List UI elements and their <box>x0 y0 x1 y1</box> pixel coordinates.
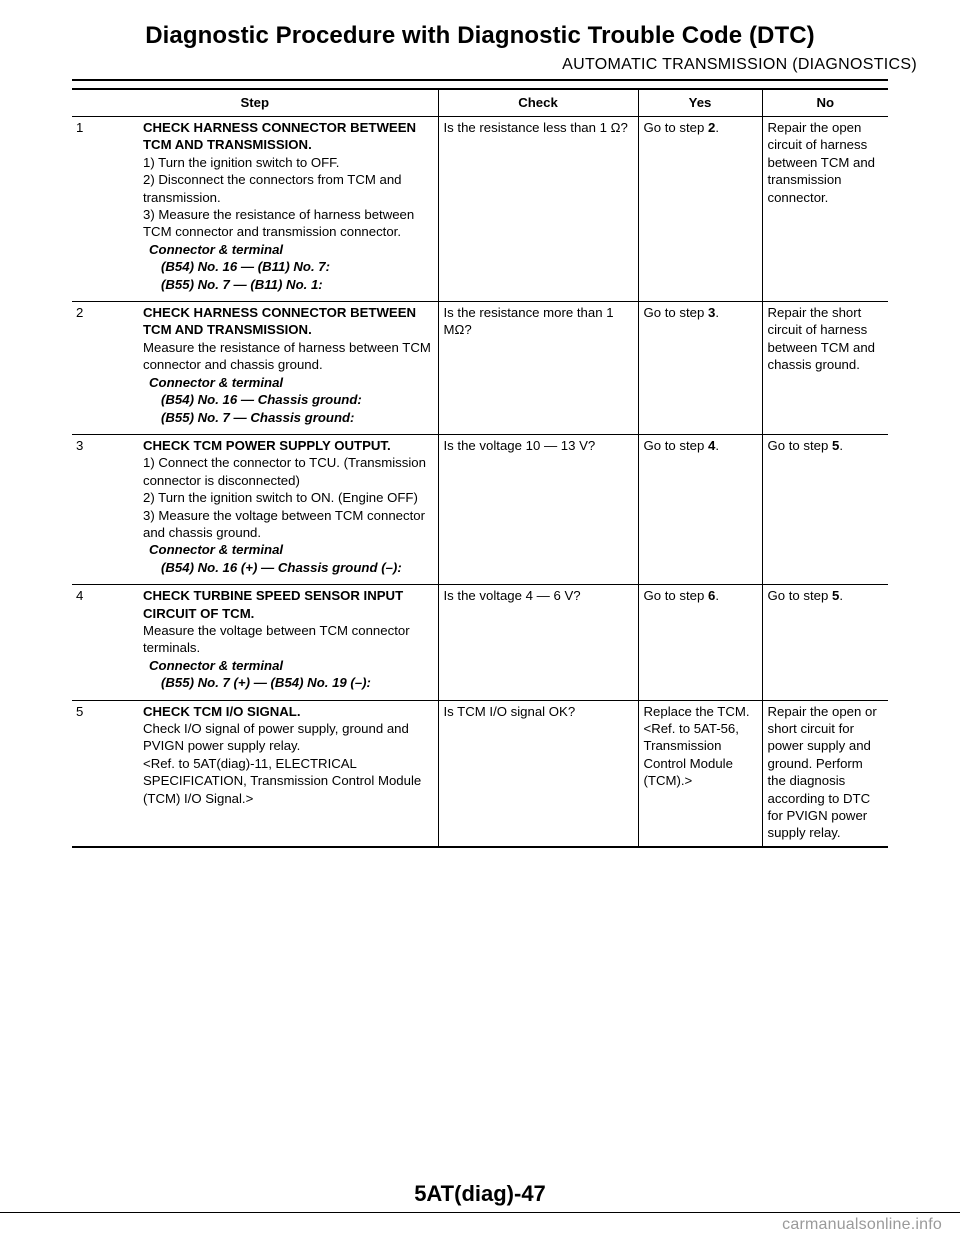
yes-tail: . <box>715 588 720 604</box>
step-cell <box>72 434 438 584</box>
connector-terminal: (B54) No. 16 — (B11) No. 7: <box>161 259 331 275</box>
no-cell: Repair the open or short circuit for power supply and ground. Perform the diagnosis according to DTC for PVIGN power supply relay. <box>762 700 888 847</box>
column-header-no: No <box>762 89 888 117</box>
step-instruction: Check I/O signal of power supply, ground and PVIGN power supply relay. <box>143 721 409 754</box>
step-cell <box>72 302 438 435</box>
step-number: 2 <box>76 305 84 321</box>
yes-text: Go to step <box>643 437 709 453</box>
connector-label: Connector & terminal <box>149 374 284 390</box>
yes-cell <box>638 585 762 700</box>
step-instruction: 2) Turn the ignition switch to ON. (Engine OFF) <box>143 490 418 506</box>
section-subtitle: AUTOMATIC TRANSMISSION (DIAGNOSTICS) <box>562 56 917 73</box>
connector-terminal: (B55) No. 7 (+) — (B54) No. 19 (–): <box>161 675 371 691</box>
no-cell <box>762 585 888 700</box>
watermark: carmanualsonline.info <box>782 1216 942 1233</box>
check-cell: Is the voltage 10 — 13 V? <box>438 434 638 584</box>
step-cell <box>72 585 438 700</box>
step-title: CHECK TCM I/O SIGNAL. <box>143 703 301 719</box>
step-reference: 2 <box>708 120 716 135</box>
connector-terminal: (B55) No. 7 — (B11) No. 1: <box>161 276 323 292</box>
no-text: Go to step <box>767 437 833 453</box>
step-reference: 5 <box>832 588 840 604</box>
check-cell: Is TCM I/O signal OK? <box>438 700 638 847</box>
yes-text: Go to step <box>643 305 709 321</box>
step-title: CHECK HARNESS CONNECTOR BETWEEN TCM AND TRANSMISSION. <box>143 120 417 153</box>
connector-label: Connector & terminal <box>149 241 284 257</box>
step-instruction: 1) Connect the connector to TCU. (Transmission connector is disconnected) <box>143 455 426 488</box>
check-cell: Is the resistance more than 1 MΩ? <box>438 302 638 435</box>
step-reference: 3 <box>708 305 716 321</box>
table-row <box>72 117 888 302</box>
step-instruction: Measure the resistance of harness between TCM connector and chassis ground. <box>143 339 431 373</box>
column-header-step: Step <box>72 89 438 117</box>
yes-cell: Replace the TCM. <Ref. to 5AT-56, Transmission Control Module (TCM).> <box>638 700 762 847</box>
step-title: CHECK HARNESS CONNECTOR BETWEEN TCM AND TRANSMISSION. <box>143 305 417 338</box>
step-number: 4 <box>76 588 84 604</box>
column-header-yes: Yes <box>638 89 762 117</box>
yes-cell <box>638 434 762 584</box>
check-cell: Is the resistance less than 1 Ω? <box>438 117 638 302</box>
yes-tail: . <box>715 120 720 135</box>
reference-link: <Ref. to 5AT(diag)-11, ELECTRICAL SPECIFICATION, Transmission Control Module (TCM) I/O Signal.> <box>143 755 422 806</box>
header-rule <box>72 79 888 81</box>
step-number: 5 <box>76 703 84 719</box>
step-instruction: 3) Measure the voltage between TCM connector and chassis ground. <box>143 507 425 540</box>
connector-terminal: (B54) No. 16 — Chassis ground: <box>161 392 362 408</box>
step-reference: 4 <box>708 437 716 453</box>
step-cell <box>72 700 438 847</box>
connector-label: Connector & terminal <box>149 542 284 558</box>
column-header-check: Check <box>438 89 638 117</box>
step-cell <box>72 117 438 302</box>
connector-terminal: (B55) No. 7 — Chassis ground: <box>161 409 355 425</box>
yes-tail: . <box>715 437 720 453</box>
connector-label: Connector & terminal <box>149 657 284 673</box>
table-header-row <box>72 89 888 117</box>
yes-text: Go to step <box>643 588 709 604</box>
step-instruction: Measure the voltage between TCM connector terminals. <box>143 622 410 656</box>
yes-text: Go to step <box>643 120 709 135</box>
no-tail: . <box>839 437 844 453</box>
yes-cell <box>638 302 762 435</box>
no-tail: . <box>839 588 844 604</box>
no-cell <box>762 434 888 584</box>
table-row <box>72 700 888 847</box>
no-cell: Repair the short circuit of harness between TCM and chassis ground. <box>762 302 888 435</box>
footer-rule <box>0 1212 960 1213</box>
diagnostic-table <box>72 88 888 848</box>
no-cell: Repair the open circuit of harness between TCM and transmission connector. <box>762 117 888 302</box>
step-reference: 6 <box>708 588 716 604</box>
table-row <box>72 302 888 435</box>
step-instruction: 2) Disconnect the connectors from TCM and transmission. <box>143 172 402 205</box>
step-number: 1 <box>76 120 84 135</box>
step-number: 3 <box>76 437 84 453</box>
check-cell: Is the voltage 4 — 6 V? <box>438 585 638 700</box>
yes-tail: . <box>715 305 720 321</box>
step-instruction: 3) Measure the resistance of harness between TCM connector and transmission connector. <box>143 207 415 240</box>
table-row <box>72 434 888 584</box>
page-number: 5AT(diag)-47 <box>414 1181 546 1206</box>
step-reference: 5 <box>832 437 840 453</box>
table-row <box>72 585 888 700</box>
step-title: CHECK TURBINE SPEED SENSOR INPUT CIRCUIT OF TCM. <box>143 588 404 621</box>
step-title: CHECK TCM POWER SUPPLY OUTPUT. <box>143 437 391 453</box>
no-text: Go to step <box>767 588 833 604</box>
step-instruction: 1) Turn the ignition switch to OFF. <box>143 154 340 170</box>
yes-cell <box>638 117 762 302</box>
page-title: Diagnostic Procedure with Diagnostic Trouble Code (DTC) <box>145 22 815 49</box>
connector-terminal: (B54) No. 16 (+) — Chassis ground (–): <box>161 559 402 575</box>
